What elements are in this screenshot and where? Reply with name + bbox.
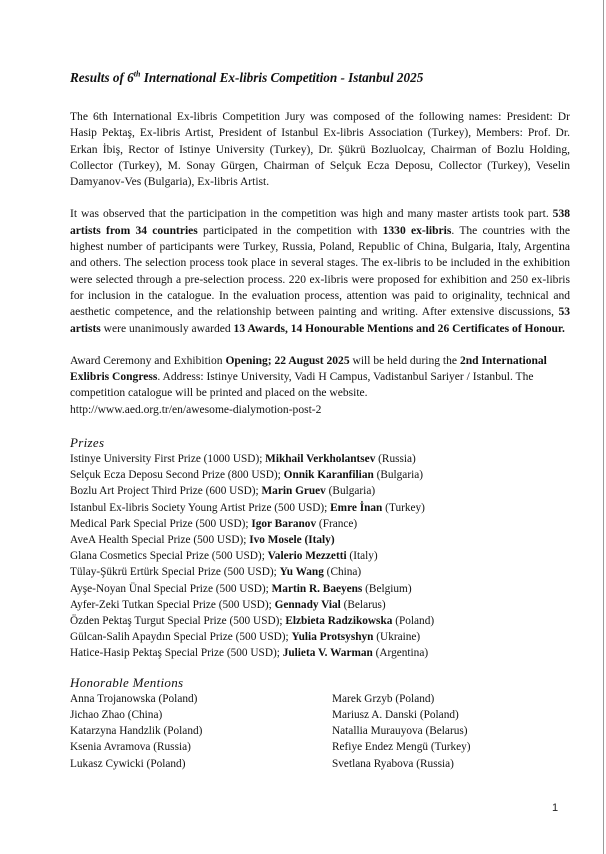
list-item: Refiye Endez Mengü (Turkey) [332, 741, 471, 754]
list-item: Jichao Zhao (China) [70, 708, 163, 721]
website-link[interactable]: http://www.aed.org.tr/en/awesome-dialymotion-post-2 [70, 403, 322, 416]
list-item: Katarzyna Handzlik (Poland) [70, 725, 203, 738]
prize-list [70, 451, 570, 662]
list-item: Ksenia Avramova (Russia) [70, 741, 191, 754]
honorable-mentions-list [70, 691, 570, 772]
participation-paragraph: It was observed that the participation in the competition was high and many master artists took part. 538 artists from 34 countries participated in the competition with 1330 ex-libris. The countries with the highest number of participants were Turkey, Russia, Poland, Republic of China, Bulgaria, Italy, Argentina and others. The selection process took place in several stages. The ex-libris to be included in the exhibition were selected through a pre-selection process. 220 ex-libris were proposed for exhibition and 250 ex-libris for inclusion in the catalogue. In the evaluation process, attention was paid to originality, technical and aesthetic competence, and the relationship between painting and writing. After extensive discussions, 53 artists were unanimously awarded 13 Awards, 14 Honourable Mentions and 26 Certificates of Honour. [70, 208, 571, 335]
prize-item: Özden Pektaş Turgut Special Prize (500 USD); Elzbieta Radzikowska (Poland) [70, 615, 435, 628]
list-item: Natallia Murauyova (Belarus) [332, 725, 468, 738]
prize-item: Istinye University First Prize (1000 USD); Mikhail Verkholantsev (Russia) [70, 453, 416, 466]
prize-item: Bozlu Art Project Third Prize (600 USD); Marin Gruev (Bulgaria) [70, 485, 376, 498]
prize-item: Gülcan-Salih Apaydın Special Prize (500 USD); Yulia Protsyshyn (Ukraine) [70, 631, 421, 644]
list-item: Mariusz A. Danski (Poland) [332, 708, 459, 721]
document-title: Results of 6th International Ex-libris Competition - Istanbul 2025 [70, 69, 424, 85]
prize-item: Ayfer-Zeki Tutkan Special Prize (500 USD); Gennady Vial (Belarus) [70, 598, 386, 611]
document-body [70, 70, 570, 772]
prizes-heading: Prizes [70, 435, 105, 451]
jury-paragraph: The 6th International Ex-libris Competition Jury was composed of the following names: President: Dr Hasip Pektaş, Ex-libris Artist, President of Istanbul Ex-libris Association (Turkey), Members: Prof. Dr. Erkan İbiş, Rector of Istinye University (Turkey), Dr. Şükrü Bozluolcay, Chairman of Bozlu Holding, Collector (Turkey), M. Sonay Gürgen, Chairman of Selçuk Ecza Deposu, Collector (Turkey), Veselin Damyanov-Ves (Bulgaria), Ex-libris Artist. [70, 111, 570, 189]
honorable-mentions-right-column [332, 691, 570, 772]
prize-item: Medical Park Special Prize (500 USD); Igor Baranov (France) [70, 517, 358, 530]
prize-item: Glana Cosmetics Special Prize (500 USD); Valerio Mezzetti (Italy) [70, 550, 378, 563]
honorable-mentions-heading: Honorable Mentions [70, 674, 184, 690]
prize-item: Hatice-Hasip Pektaş Special Prize (500 USD); Julieta V. Warman (Argentina) [70, 647, 429, 660]
honorable-mentions-left-column [70, 691, 332, 772]
list-item: Marek Grzyb (Poland) [332, 692, 435, 705]
list-item: Anna Trojanowska (Poland) [70, 692, 198, 705]
prize-item: Istanbul Ex-libris Society Young Artist Prize (500 USD); Emre İnan (Turkey) [70, 501, 425, 514]
page-edge [603, 0, 604, 854]
list-item: Svetlana Ryabova (Russia) [332, 757, 454, 770]
prize-item: Ayşe-Noyan Ünal Special Prize (500 USD); Martin R. Baeyens (Belgium) [70, 582, 412, 595]
page-number: 1 [552, 802, 559, 814]
prize-item: Tülay-Şükrü Ertürk Special Prize (500 USD); Yu Wang (China) [70, 566, 362, 579]
prize-item: Selçuk Ecza Deposu Second Prize (800 USD); Onnik Karanfilian (Bulgaria) [70, 469, 423, 482]
prize-item: AveA Health Special Prize (500 USD); Ivo Mosele (Italy) [70, 534, 335, 547]
list-item: Lukasz Cywicki (Poland) [70, 757, 186, 770]
ceremony-paragraph: Award Ceremony and Exhibition Opening; 22 August 2025 will be held during the 2nd International Exlibris Congress. Address: Istinye University, Vadi H Campus, Vadistanbul Sariyer / Istanbul. The competition catalogue will be printed and placed on the website. http://www.aed.org.tr/en/awesome-dialymotion-post-2 [70, 354, 547, 416]
